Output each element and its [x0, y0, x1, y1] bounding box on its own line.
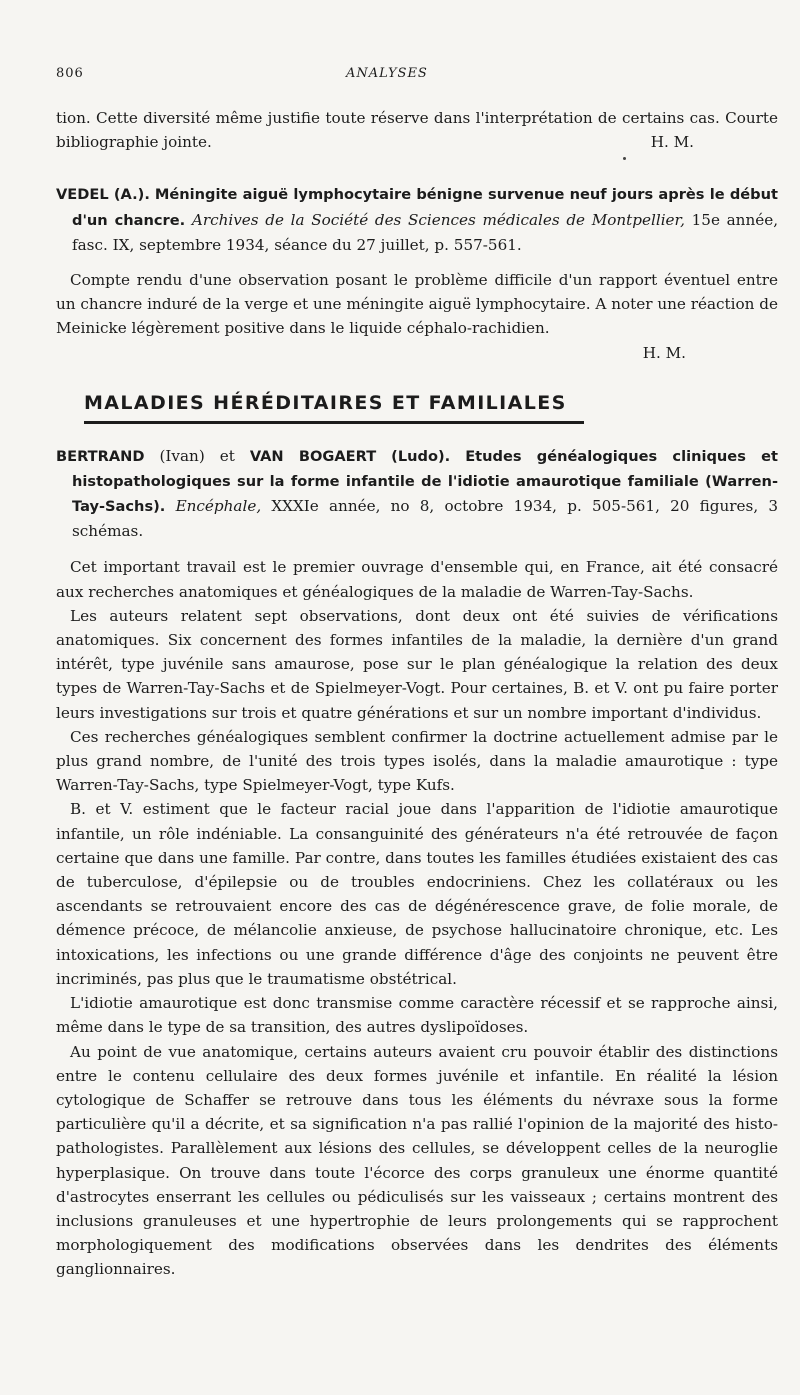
entry-bertrand-title: Etudes généalogiques cliniques et histopathologiques sur la forme infantile de l'idiotie amaurotique familiale (Warren-Tay-Sachs).: [72, 447, 778, 516]
entry-bertrand: [56, 444, 778, 1282]
entry-bertrand-author2-given: (Ludo).: [391, 447, 451, 465]
section-title: MALADIES HÉRÉDITAIRES ET FAMILIALES: [84, 391, 567, 414]
entry-bertrand-heading: [56, 444, 778, 544]
entry-bertrand-conj: et: [219, 446, 235, 465]
body-paragraph: L'idiotie amaurotique est donc transmise comme caractère récessif et se rapproche ainsi, même dans le type de sa transition, des autres dyslipoïdoses.: [56, 994, 778, 1037]
entry-bertrand-journal: Encéphale,: [175, 497, 262, 516]
continuation-signature: H. M.: [650, 133, 694, 152]
body-paragraph: B. et V. estiment que le facteur racial joue dans l'apparition de l'idiotie amaurotique infantile, un rôle indéniable. La consanguinité des générateurs n'a été retrouvée de façon certaine que dans une famille. Par contre, dans toutes les familles étudiées existaient des cas de tuberculose, d'épilepsie ou de troubles endocriniens. Chez les collatéraux ou les ascendants se retrouvaient encore des cas de dégénérescence grave, de folie morale, de démence précoce, de mélancolie anxieuse, de psychose hallucinatoire chronique, etc. Les intoxications, les infections ou une grande différence d'âge des conjoints ne peuvent être incriminés, pas plus que le traumatisme obstétrical.: [56, 800, 778, 988]
entry-bertrand-citation: XXXIe année, no 8, octobre 1934, p. 505-561, 20 figures, 3 schémas.: [72, 497, 779, 541]
entry-vedel-title: Méningite aiguë lymphocytaire bénigne survenue neuf jours après le début d'un chancre.: [72, 186, 778, 229]
body-paragraph: Les auteurs relatent sept observations, dont deux ont été suivies de vérifications anatomiques. Six concernent des formes infantiles de la maladie, la dernière d'un grand intérêt, type juvénile sans amaurose, pose sur le plan généalogique la relation des deux types de Warren-Tay-Sachs et de Spielmeyer-Vogt. Pour certaines, B. et V. ont pu faire porter leurs investigations sur trois et quatre générations et sur un nombre important d'individus.: [56, 606, 778, 722]
entry-vedel: [56, 182, 778, 364]
entry-vedel-journal: Archives de la Société des Sciences médicales de Montpellier,: [191, 210, 685, 229]
entry-vedel-signature: H. M.: [642, 343, 686, 362]
continuation-text: tion. Cette diversité même justifie toute réserve dans l'interprétation de certains cas. Courte bibliographie jointe.: [56, 109, 778, 152]
running-head: [56, 66, 778, 90]
entry-vedel-author: VEDEL (A.).: [56, 186, 150, 204]
body-paragraph: Ces recherches généalogiques semblent confirmer la doctrine actuellement admise par le plus grand nombre, de l'unité des trois types isolés, dans la maladie amaurotique : type Warren-Tay-Sachs, type Spielmeyer-Vogt, type Kufs.: [56, 727, 778, 795]
entry-vedel-heading: [56, 182, 778, 257]
page: [56, 66, 778, 1282]
section-header: [56, 391, 778, 424]
body-paragraph: Cet important travail est le premier ouvrage d'ensemble qui, en France, ait été consacré aux recherches anatomiques et généalogiques de la maladie de Warren-Tay-Sachs.: [56, 558, 778, 601]
entry-vedel-body: Compte rendu d'une observation posant le problème difficile d'un rapport éventuel entre un chancre induré de la verge et une méningite aiguë lymphocytaire. A noter une réaction de Meinicke légèrement positive dans le liquide céphalo-rachidien.: [56, 271, 778, 338]
body-paragraph: Au point de vue anatomique, certains auteurs avaient cru pouvoir établir des distinctions entre le contenu cellulaire des deux formes juvénile et infantile. En réalité la lésion cytologique de Schaffer se retrouve dans tous les éléments du névraxe sous la forme particulière qu'il a décrite, et sa signification n'a pas rallié l'opinion de la majorité des histo-pathologistes. Parallèlement aux lésions des cellules, se développent celles de la neuroglie hyperplasique. On trouve dans toute l'écorce des corps granuleux une énorme quantité d'astrocytes enserrant les cellules ou pédiculisés sur les vaisseaux ; certains montrent des inclusions granuleuses et une hypertrophie de leurs prolongements qui se rapprochent morphologiquement des modifications observées dans les dendrites des éléments ganglionnaires.: [56, 1042, 778, 1279]
entry-bertrand-body: [56, 555, 778, 1281]
section-rule: [84, 421, 584, 424]
entry-bertrand-author1: BERTRAND: [56, 447, 145, 465]
running-title: ANALYSES: [346, 66, 428, 81]
continuation-paragraph: [56, 106, 778, 154]
entry-vedel-citation: 15e année, fasc. IX, septembre 1934, séance du 27 juillet, p. 557-561.: [72, 210, 779, 254]
page-number: 806: [56, 66, 84, 81]
entry-bertrand-author1-given: (Ivan): [159, 446, 205, 465]
entry-bertrand-author2: VAN BOGAERT: [249, 447, 377, 465]
